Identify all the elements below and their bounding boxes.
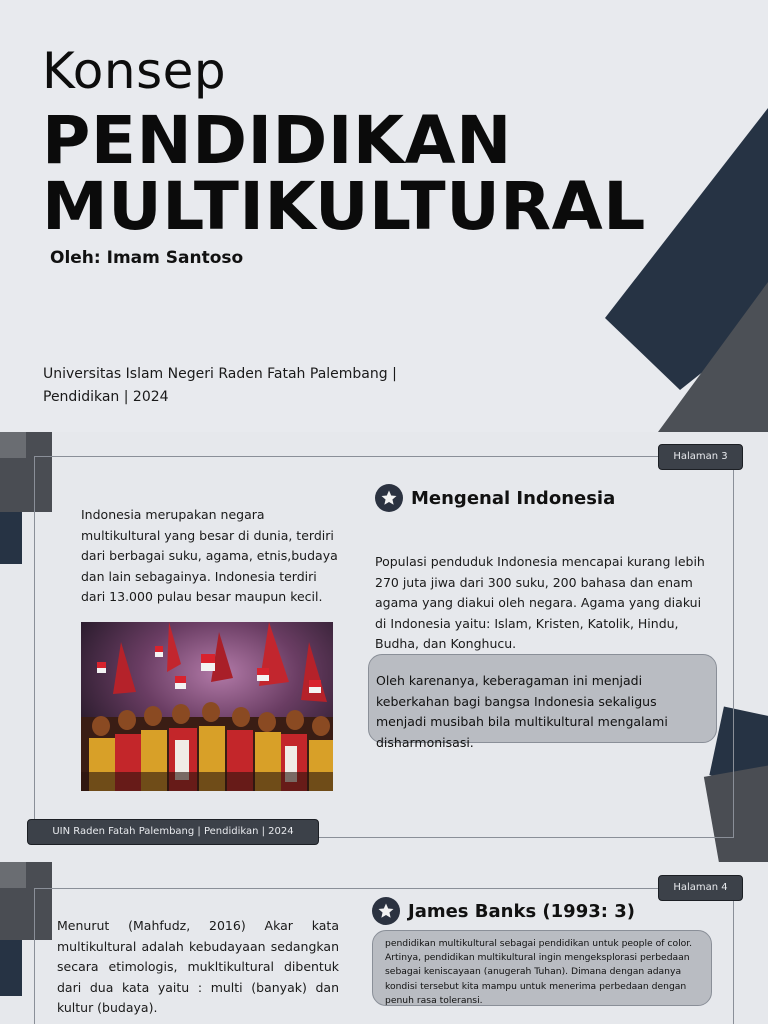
note-text: Oleh karenanya, keberagaman ini menjadi keberkahan bagi bangsa Indonesia sekaligus menjadi musibah bila multikultural mengalami disharmonisasi. xyxy=(376,673,668,750)
affiliation-line2: Pendidikan | 2024 xyxy=(43,389,169,405)
note-box xyxy=(368,654,717,750)
cover-page xyxy=(0,0,768,432)
cover-author: Oleh: Imam Santoso xyxy=(50,248,244,268)
star-icon xyxy=(372,897,400,925)
section-title-text: James Banks (1993: 3) xyxy=(408,900,635,922)
section-title-mengenal xyxy=(375,484,615,512)
note-text: pendidikan multikultural sebagai pendidikan untuk people of color. Artinya, pendidikan multikultural ingin mengeksplorasi perbedaan sebagai keniscayaan (anugerah Tuhan). Dimana dengan adanya kondisi tersebut kita mampu untuk menerima perbedaan dengan penuh rasa toleransi. xyxy=(385,938,693,1006)
cover-title-line1: PENDIDIKAN xyxy=(42,102,512,179)
cover-title-line2: MULTIKULTURAL xyxy=(42,168,646,245)
dancers-image xyxy=(81,622,333,791)
star-icon xyxy=(375,484,403,512)
footer-badge: UIN Raden Fatah Palembang | Pendidikan | 2024 xyxy=(27,819,319,845)
note-box xyxy=(372,930,712,1006)
page-number-badge: Halaman 4 xyxy=(658,875,743,901)
decor-square-light xyxy=(0,862,26,888)
intro-paragraph: Indonesia merupakan negara multikultural yang besar di dunia, terdiri dari berbagai suku, agama, etnis,budaya dan lain sebagainya. Indonesia terdiri dari 13.000 pulau besar maupun kecil. xyxy=(81,507,338,604)
page-3 xyxy=(0,432,768,862)
decor-square-navy xyxy=(0,940,22,996)
intro-paragraph: Menurut (Mahfudz, 2016) Akar kata multikultural adalah kebudayaan sedangkan secara etimologis, mukltikultural dibentuk dari dua kata yaitu : multi (banyak) dan kultur (budaya). xyxy=(57,918,339,1015)
cover-title xyxy=(42,102,646,245)
decor-square-light xyxy=(0,432,26,458)
section-title-james-banks xyxy=(372,897,635,925)
population-paragraph: Populasi penduduk Indonesia mencapai kurang lebih 270 juta jiwa dari 300 suku, 200 bahasa dan enam agama yang diakui oleh negara. Agama yang diakui di Indonesia yaitu: Islam, Kristen, Katolik, Hindu, Budha, dan Konghucu. xyxy=(375,554,705,651)
section-title-text: Mengenal Indonesia xyxy=(411,487,616,509)
affiliation-line1: Universitas Islam Negeri Raden Fatah Palembang | xyxy=(43,366,397,382)
culture-photo xyxy=(81,622,333,791)
cover-affiliation xyxy=(43,363,433,409)
page-4 xyxy=(0,862,768,1024)
page-number-badge: Halaman 3 xyxy=(658,444,743,470)
decor-square-navy xyxy=(0,512,22,564)
cover-konsep: Konsep xyxy=(42,42,227,100)
